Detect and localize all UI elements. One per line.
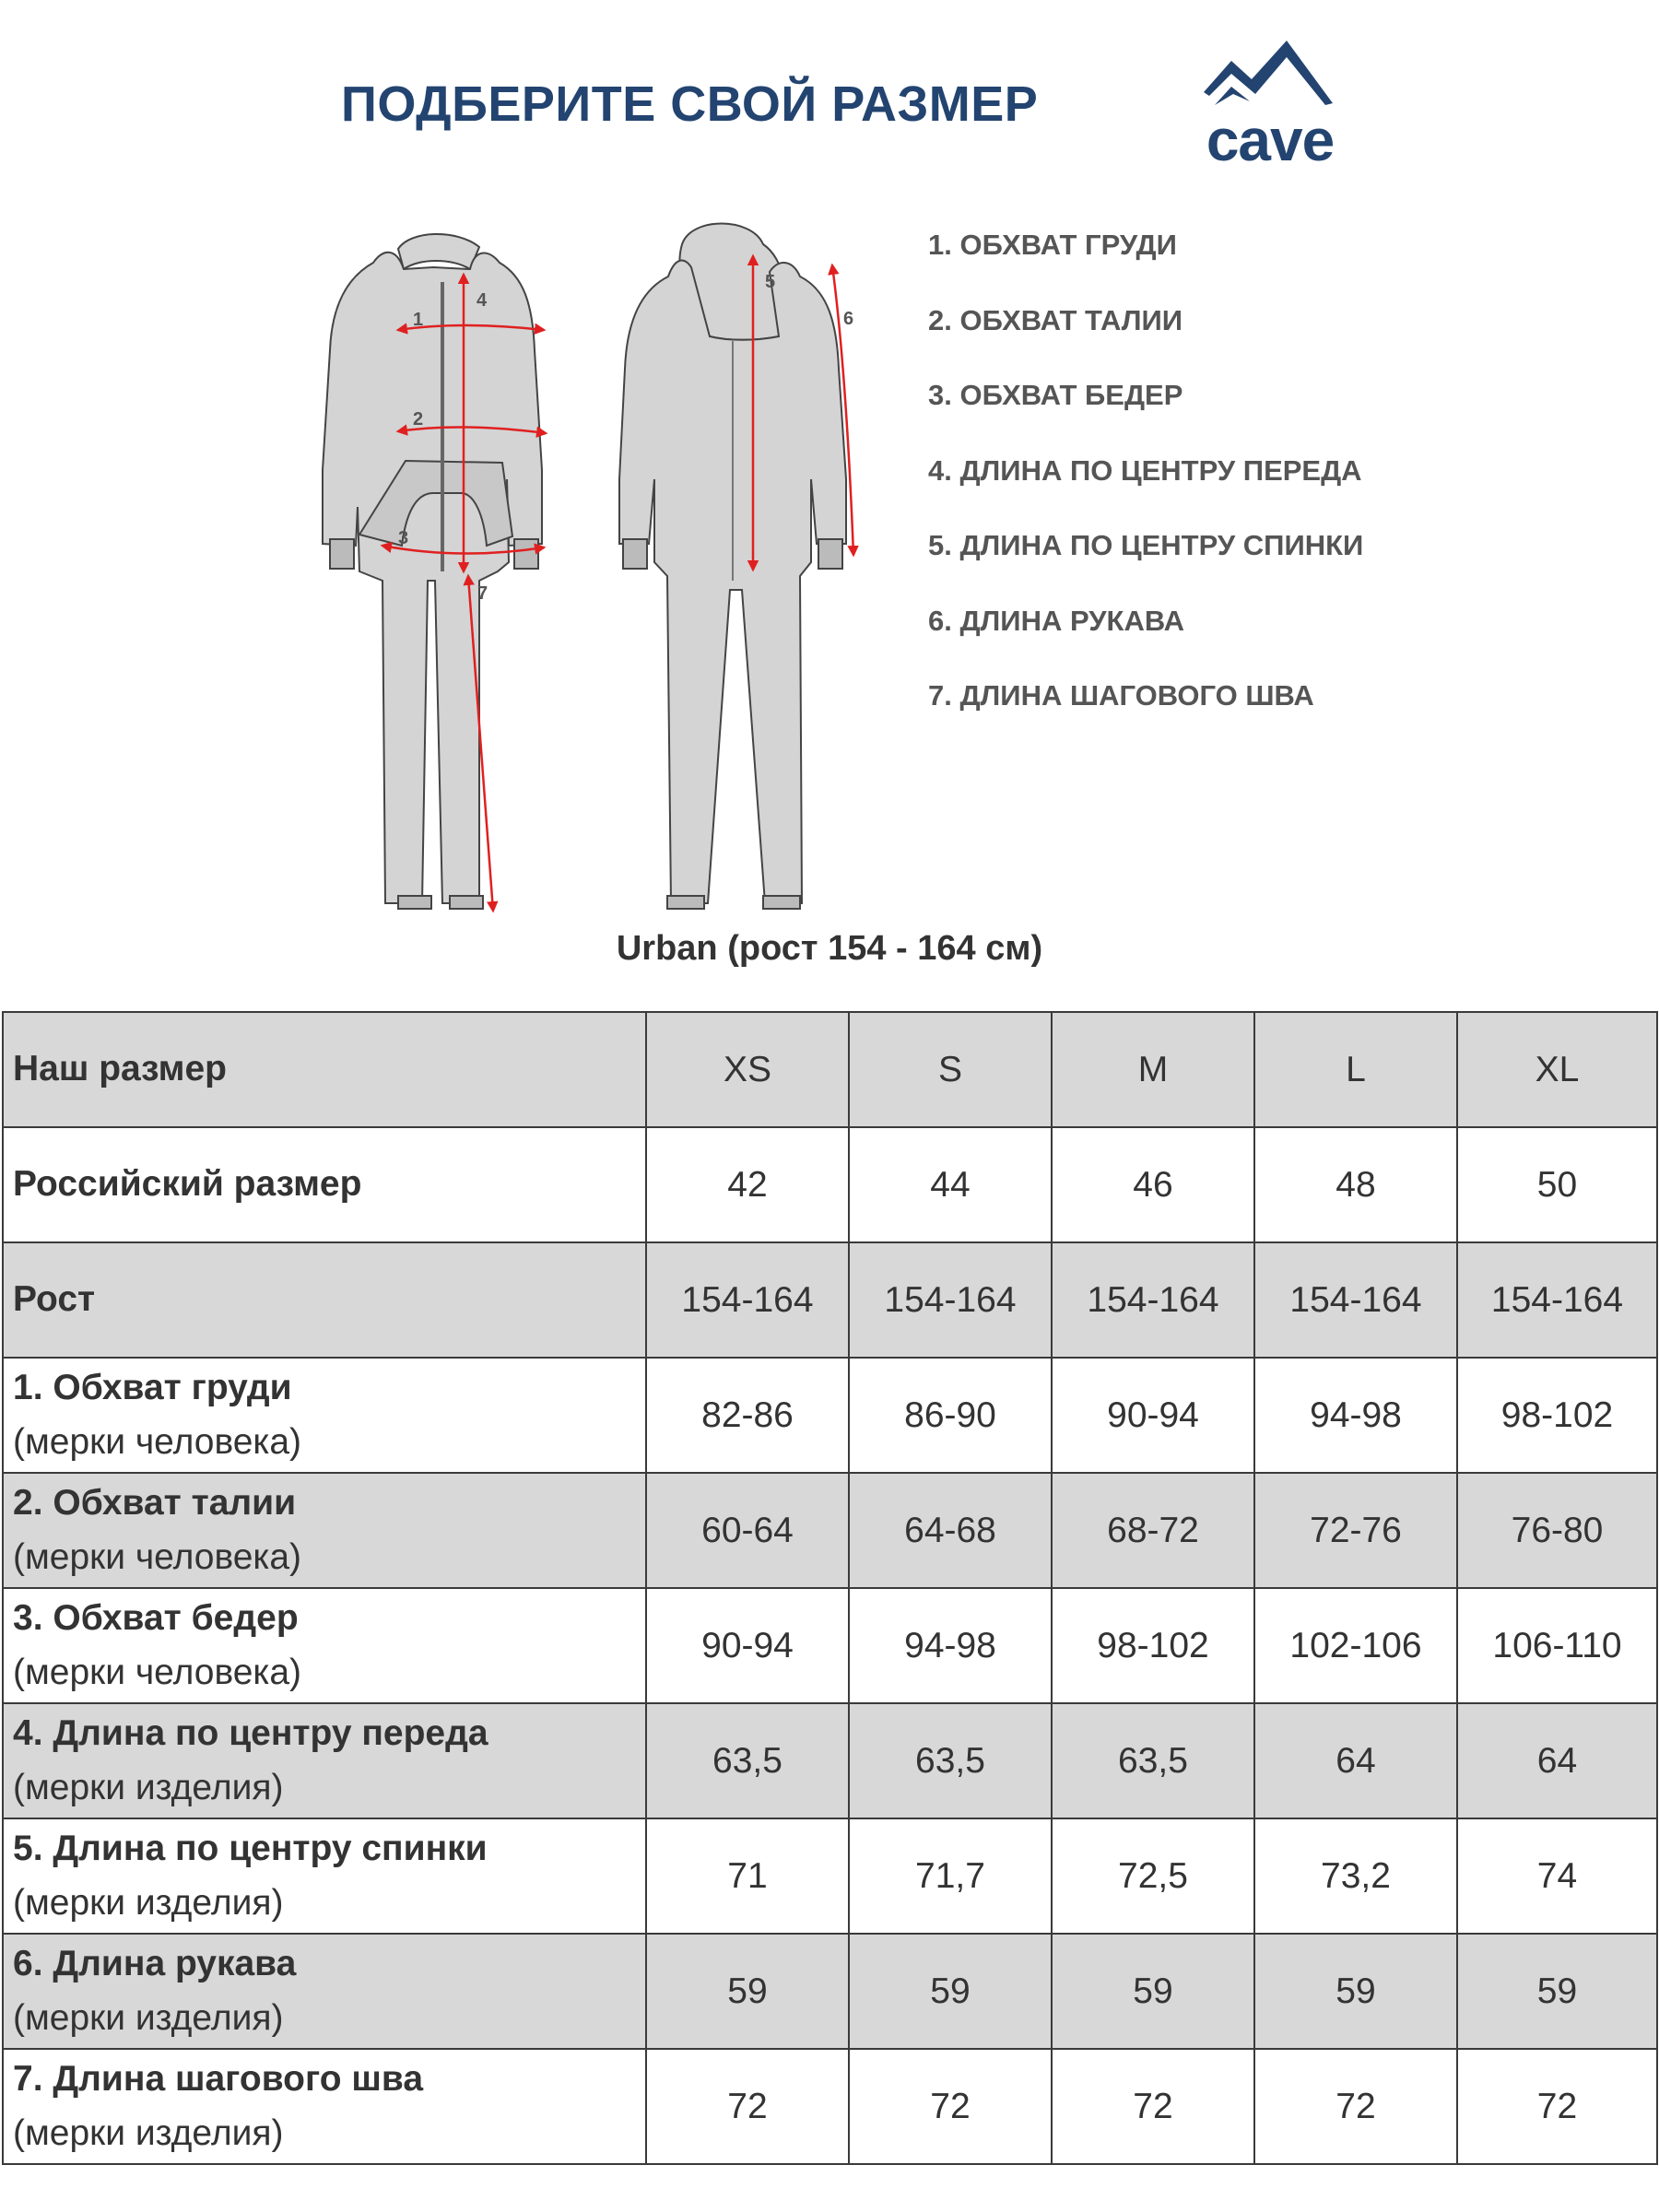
table-cell: 154-164 — [1052, 1242, 1254, 1358]
row-sublabel: (мерки человека) — [13, 1652, 302, 1692]
table-cell: 154-164 — [1457, 1242, 1657, 1358]
legend-item: 4. ДЛИНА ПО ЦЕНТРУ ПЕРЕДА — [928, 453, 1362, 487]
table-row — [3, 1934, 1657, 2049]
table-cell: 72 — [1052, 2049, 1254, 2164]
row-label-cell — [3, 1818, 646, 1934]
table-cell: 48 — [1254, 1127, 1457, 1242]
table-cell: 44 — [849, 1127, 1052, 1242]
row-label-cell — [3, 1358, 646, 1473]
row-label: 7. Длина шагового шва — [13, 2059, 424, 2099]
figure-label-4: 4 — [477, 290, 488, 311]
row-label: 6. Длина рукава — [13, 1944, 297, 1983]
table-cell: 63,5 — [1052, 1703, 1254, 1818]
table-cell: 90-94 — [646, 1588, 849, 1703]
row-label-cell — [3, 2049, 646, 2164]
row-label: Рост — [13, 1279, 96, 1320]
legend-item: 3. ОБХВАТ БЕДЕР — [928, 379, 1183, 411]
table-cell: 64-68 — [849, 1473, 1052, 1588]
row-label-cell — [3, 1473, 646, 1588]
row-label: 1. Обхват груди — [13, 1368, 292, 1407]
table-subtitle: Urban (рост 154 - 164 см) — [616, 929, 1043, 968]
row-label: 5. Длина по центру спинки — [13, 1829, 488, 1868]
table-cell: 59 — [849, 1934, 1052, 2049]
figure-label-2: 2 — [413, 409, 424, 429]
row-label-cell — [3, 1127, 646, 1242]
table-cell: S — [849, 1012, 1052, 1127]
table-row — [3, 1473, 1657, 1588]
table-cell: 68-72 — [1052, 1473, 1254, 1588]
table-cell: 63,5 — [646, 1703, 849, 1818]
jumpsuit-measurement-diagram-icon — [295, 203, 885, 940]
row-sublabel: (мерки человека) — [13, 1421, 302, 1462]
row-label-cell — [3, 1588, 646, 1703]
table-cell: 94-98 — [849, 1588, 1052, 1703]
table-cell: 72 — [1254, 2049, 1457, 2164]
table-cell: 59 — [1052, 1934, 1254, 2049]
table-row — [3, 1012, 1657, 1127]
table-cell: 72 — [646, 2049, 849, 2164]
table-cell: 63,5 — [849, 1703, 1052, 1818]
table-cell: 86-90 — [849, 1358, 1052, 1473]
legend-item: 5. ДЛИНА ПО ЦЕНТРУ СПИНКИ — [928, 529, 1364, 561]
table-cell: 76-80 — [1457, 1473, 1657, 1588]
table-cell: 72 — [849, 2049, 1052, 2164]
table-cell: 106-110 — [1457, 1588, 1657, 1703]
table-cell: XS — [646, 1012, 849, 1127]
legend-item: 1. ОБХВАТ ГРУДИ — [928, 229, 1177, 261]
row-label-cell — [3, 1934, 646, 2049]
row-label-cell — [3, 1703, 646, 1818]
table-cell: 71,7 — [849, 1818, 1052, 1934]
table-row — [3, 1358, 1657, 1473]
table-row — [3, 1588, 1657, 1703]
figure-label-3: 3 — [398, 528, 409, 548]
row-sublabel: (мерки изделия) — [13, 1882, 284, 1923]
table-cell: 46 — [1052, 1127, 1254, 1242]
brand-logo — [1196, 39, 1344, 173]
table-cell: 72-76 — [1254, 1473, 1457, 1588]
figure-label-6: 6 — [843, 309, 854, 329]
row-label: 3. Обхват бедер — [13, 1598, 299, 1638]
figure-label-7: 7 — [477, 583, 488, 604]
table-cell: 102-106 — [1254, 1588, 1457, 1703]
table-cell: 98-102 — [1457, 1358, 1657, 1473]
table-row — [3, 1242, 1657, 1358]
row-label-cell — [3, 1012, 646, 1127]
table-row — [3, 1703, 1657, 1818]
table-cell: 73,2 — [1254, 1818, 1457, 1934]
figure-label-1: 1 — [413, 310, 424, 330]
table-cell: 71 — [646, 1818, 849, 1934]
table-cell: 98-102 — [1052, 1588, 1254, 1703]
table-row — [3, 1127, 1657, 1242]
table-cell: 154-164 — [849, 1242, 1052, 1358]
row-label: 2. Обхват талии — [13, 1483, 297, 1523]
table-cell: 60-64 — [646, 1473, 849, 1588]
table-row — [3, 2049, 1657, 2164]
table-cell: L — [1254, 1012, 1457, 1127]
table-cell: 72,5 — [1052, 1818, 1254, 1934]
table-cell: 74 — [1457, 1818, 1657, 1934]
page-title: ПОДБЕРИТЕ СВОЙ РАЗМЕР — [341, 76, 1039, 132]
legend-item: 7. ДЛИНА ШАГОВОГО ШВА — [928, 679, 1314, 712]
logo-text: cave — [1206, 107, 1335, 173]
back-view — [619, 224, 846, 910]
table-cell: 72 — [1457, 2049, 1657, 2164]
figure-label-5: 5 — [765, 272, 776, 292]
row-sublabel: (мерки изделия) — [13, 1767, 284, 1807]
row-label: 4. Длина по центру переда — [13, 1713, 488, 1753]
table-cell: 50 — [1457, 1127, 1657, 1242]
legend-item: 6. ДЛИНА РУКАВА — [928, 604, 1185, 637]
front-view — [323, 234, 542, 909]
table-row — [3, 1818, 1657, 1934]
table-cell: 59 — [1254, 1934, 1457, 2049]
table-cell: 90-94 — [1052, 1358, 1254, 1473]
row-label-cell — [3, 1242, 646, 1358]
table-cell: XL — [1457, 1012, 1657, 1127]
table-cell: 59 — [1457, 1934, 1657, 2049]
row-label: Российский размер — [13, 1164, 362, 1205]
table-cell: 64 — [1457, 1703, 1657, 1818]
row-sublabel: (мерки изделия) — [13, 1997, 284, 2038]
table-cell: 154-164 — [646, 1242, 849, 1358]
table-cell: M — [1052, 1012, 1254, 1127]
table-cell: 82-86 — [646, 1358, 849, 1473]
table-cell: 59 — [646, 1934, 849, 2049]
measurement-legend — [928, 227, 1363, 753]
size-table — [2, 1011, 1658, 2165]
legend-item: 2. ОБХВАТ ТАЛИИ — [928, 303, 1183, 336]
row-sublabel: (мерки человека) — [13, 1536, 302, 1577]
table-cell: 94-98 — [1254, 1358, 1457, 1473]
table-cell: 64 — [1254, 1703, 1457, 1818]
row-label: Наш размер — [13, 1049, 227, 1089]
table-cell: 42 — [646, 1127, 849, 1242]
table-cell: 154-164 — [1254, 1242, 1457, 1358]
row-sublabel: (мерки изделия) — [13, 2112, 284, 2153]
